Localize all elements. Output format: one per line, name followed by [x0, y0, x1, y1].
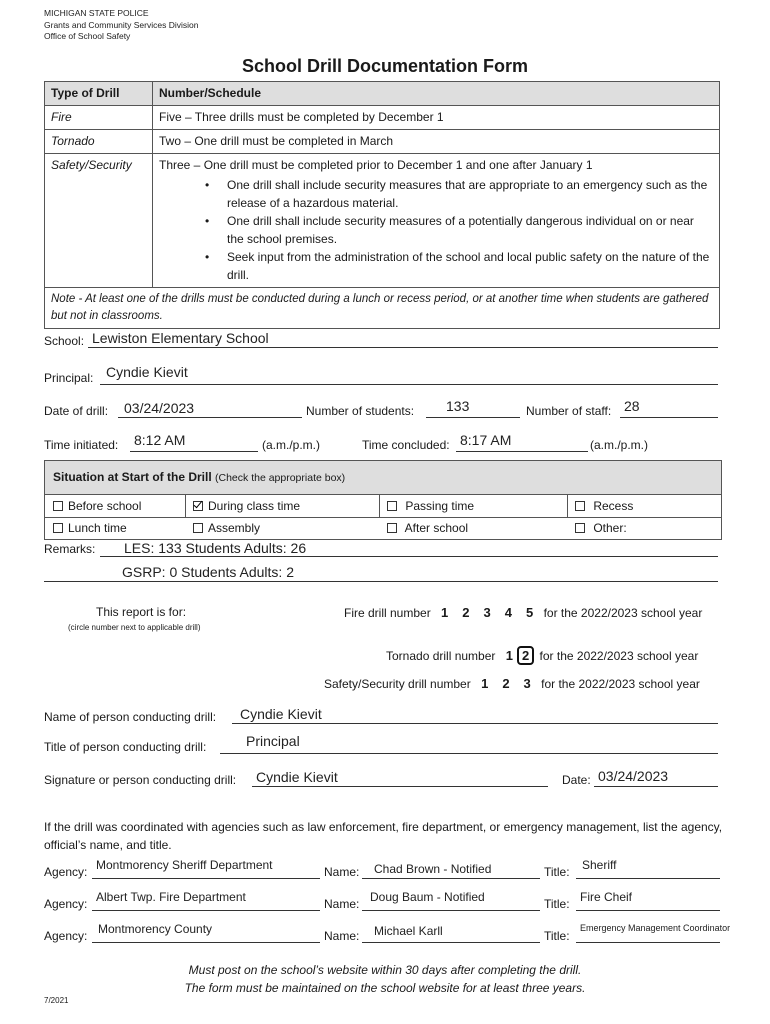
checkbox-icon[interactable] [53, 523, 63, 533]
option-during-class[interactable] [193, 495, 300, 517]
safety-bullet-list [159, 176, 713, 284]
table-row [45, 288, 720, 329]
staff-field[interactable]: 28 [624, 398, 640, 414]
list-item: • Seek input from the administration of the school and local public safety on the nature of the drill. [227, 248, 713, 284]
tornado-number-circled[interactable]: 2 [517, 646, 534, 665]
principal-field-line [100, 384, 718, 385]
school-field-line [88, 347, 718, 348]
header-line-1: MICHIGAN STATE POLICE [44, 8, 149, 18]
official-name-label: Name: [324, 897, 360, 911]
option-label: Recess [593, 499, 634, 513]
table-row [45, 130, 720, 154]
drill-type: Tornado [45, 130, 153, 154]
report-label: This report is for: [96, 605, 187, 619]
tornado-drill-label: Tornado drill number [386, 649, 496, 663]
time-initiated-label: Time initiated: [44, 438, 119, 452]
situation-hint: (Check the appropriate box) [215, 472, 346, 484]
remarks-field-1[interactable]: LES: 133 Students Adults: 26 [124, 540, 307, 556]
situation-box [44, 460, 722, 540]
col-type-header: Type of Drill [45, 82, 153, 106]
safety-schedule-text: Three – One drill must be completed prior to December 1 and one after January 1 [159, 158, 593, 172]
grid-divider [185, 495, 186, 517]
agencies-intro: If the drill was coordinated with agencies such as law enforcement, fire department, or emergency management, list the agency, official’s name, and title. [44, 820, 723, 852]
agency-line [92, 942, 320, 943]
table-row [45, 106, 720, 130]
signature-date-label: Date: [562, 773, 591, 787]
situation-header [45, 461, 721, 495]
option-recess[interactable] [575, 495, 633, 517]
option-label: Before school [68, 499, 142, 513]
drill-schedule [153, 154, 720, 288]
checkbox-icon[interactable] [193, 523, 203, 533]
footer-retention-note: The form must be maintained on the school website for at least three years. [184, 981, 586, 995]
official-title-field[interactable]: Emergency Management Coordinator [580, 923, 731, 933]
students-label: Number of students: [306, 404, 415, 418]
conductor-title-line [220, 753, 718, 754]
fire-number[interactable]: 2 [462, 605, 470, 620]
fire-drill-label: Fire drill number [344, 606, 431, 620]
option-label: Lunch time [68, 521, 127, 535]
lunch-recess-note: Note - At least one of the drills must be conducted during a lunch or recess period, or at another time when students are gathered but not in classrooms. [45, 288, 720, 329]
table-row [45, 154, 720, 288]
fire-number[interactable]: 3 [483, 605, 491, 620]
ampm-hint: (a.m./p.m.) [262, 438, 321, 452]
safety-drill-label: Safety/Security drill number [324, 677, 471, 691]
remarks-field-2[interactable]: GSRP: 0 Students Adults: 2 [122, 564, 294, 580]
remarks-line-2 [44, 581, 718, 582]
col-schedule-header: Number/Schedule [153, 82, 720, 106]
staff-label: Number of staff: [526, 404, 612, 418]
agency-label: Agency: [44, 897, 88, 911]
official-title-line [576, 910, 720, 911]
situation-title: Situation at Start of the Drill [53, 470, 212, 484]
staff-field-line [620, 417, 718, 418]
time-concluded-label: Time concluded: [362, 438, 450, 452]
agency-label: Agency: [44, 929, 88, 943]
header-line-3: Office of School Safety [44, 31, 131, 41]
fire-drill-row [344, 605, 702, 620]
official-title-line [576, 878, 720, 879]
report-sub-hint: (circle number next to applicable drill) [68, 623, 201, 632]
agency-label: Agency: [44, 865, 88, 879]
option-label: Passing time [405, 499, 475, 513]
conductor-title-label: Title of person conducting drill: [44, 740, 207, 754]
school-label: School: [44, 334, 85, 348]
conductor-name-field[interactable]: Cyndie Kievit [240, 706, 322, 722]
signature-line [252, 786, 548, 787]
time-initiated-line [130, 451, 258, 452]
remarks-line-1 [100, 556, 718, 557]
grid-divider [567, 495, 568, 517]
agency-header [44, 8, 198, 43]
conductor-name-label: Name of person conducting drill: [44, 710, 217, 724]
situation-options [45, 495, 721, 539]
agency-line [92, 910, 320, 911]
signature-date-line [594, 786, 718, 787]
option-lunch-time[interactable] [53, 517, 127, 539]
option-after-school[interactable] [387, 517, 468, 539]
official-name-line [362, 942, 540, 943]
official-name-field[interactable]: Chad Brown - Notified [374, 862, 492, 876]
signature-label: Signature or person conducting drill: [44, 773, 237, 787]
signature-field[interactable]: Cyndie Kievit [256, 769, 338, 785]
table-header-row [45, 82, 720, 106]
form-title: School Drill Documentation Form [241, 56, 528, 76]
option-label: After school [404, 521, 469, 535]
footer-posting-note: Must post on the school’s website within 30 days after completing the drill. [188, 963, 582, 977]
ampm-hint: (a.m./p.m.) [590, 438, 649, 452]
agency-field[interactable]: Montmorency County [98, 922, 213, 936]
official-title-field[interactable]: Sheriff [582, 858, 617, 872]
checkbox-icon[interactable] [387, 501, 397, 511]
option-label: Other: [593, 521, 627, 535]
signature-date-field[interactable]: 03/24/2023 [598, 768, 669, 784]
official-title-line [576, 942, 720, 943]
official-name-field[interactable]: Doug Baum - Notified [370, 890, 485, 904]
option-label: During class time [208, 499, 301, 513]
drill-schedule: Five – Three drills must be completed by December 1 [153, 106, 720, 130]
drill-type: Safety/Security [45, 154, 153, 288]
school-year-text: for the 2022/2023 school year [539, 649, 699, 663]
conductor-title-field[interactable]: Principal [246, 733, 300, 749]
checkbox-icon[interactable] [53, 501, 63, 511]
remarks-label: Remarks: [44, 542, 96, 556]
option-before-school[interactable] [53, 495, 141, 517]
option-passing-time[interactable] [387, 495, 474, 517]
date-field[interactable]: 03/24/2023 [124, 400, 195, 416]
official-title-label: Title: [544, 865, 570, 879]
date-label: Date of drill: [44, 404, 109, 418]
agency-field[interactable]: Montmorency Sheriff Department [96, 858, 273, 872]
school-year-text: for the 2022/2023 school year [541, 677, 700, 691]
grid-divider [379, 495, 380, 517]
tornado-drill-row [386, 646, 698, 665]
checkbox-icon[interactable] [575, 523, 585, 533]
list-item: • One drill shall include security measures that are appropriate to an emergency such as the release of a hazardous material. [227, 176, 713, 212]
agency-field[interactable]: Albert Twp. Fire Department [96, 890, 246, 904]
official-title-label: Title: [544, 929, 570, 943]
checkbox-checked-icon[interactable] [193, 501, 203, 511]
fire-number[interactable]: 5 [525, 605, 534, 620]
safety-number[interactable]: 1 [481, 676, 489, 691]
safety-number[interactable]: 2 [502, 676, 510, 691]
time-concluded-line [456, 451, 588, 452]
checkbox-icon[interactable] [575, 501, 585, 511]
option-other[interactable] [575, 517, 627, 539]
students-field[interactable]: 133 [446, 398, 470, 414]
safety-drill-row [324, 676, 700, 691]
drill-schedule: Two – One drill must be completed in March [153, 130, 720, 154]
official-name-field[interactable]: Michael Karll [374, 924, 443, 938]
revision-date: 7/2021 [44, 996, 69, 1005]
official-name-label: Name: [324, 865, 360, 879]
option-assembly[interactable] [193, 517, 260, 539]
time-concluded-field[interactable]: 8:17 AM [460, 432, 512, 448]
official-name-line [362, 878, 540, 879]
official-name-line [362, 910, 540, 911]
conductor-name-line [232, 723, 718, 724]
header-line-2: Grants and Community Services Division [44, 19, 199, 30]
principal-label: Principal: [44, 371, 94, 385]
official-name-label: Name: [324, 929, 360, 943]
official-title-field[interactable]: Fire Cheif [580, 890, 633, 904]
drill-type: Fire [45, 106, 153, 130]
school-year-text: for the 2022/2023 school year [543, 606, 703, 620]
fire-number[interactable]: 4 [504, 605, 512, 620]
tornado-number[interactable]: 1 [505, 648, 513, 663]
option-label: Assembly [208, 521, 261, 535]
agency-line [92, 878, 320, 879]
checkbox-icon[interactable] [387, 523, 397, 533]
time-initiated-field[interactable]: 8:12 AM [134, 432, 186, 448]
principal-field[interactable]: Cyndie Kievit [106, 364, 188, 380]
date-field-line [118, 417, 302, 418]
list-item: • One drill shall include security measures of a potentially dangerous individual on or near the school premises. [227, 212, 713, 248]
fire-number[interactable]: 1 [441, 605, 449, 620]
students-field-line [426, 417, 520, 418]
drill-requirements-table [44, 81, 720, 329]
school-field[interactable]: Lewiston Elementary School [92, 330, 269, 346]
official-title-label: Title: [544, 897, 570, 911]
safety-number[interactable]: 3 [523, 676, 531, 691]
